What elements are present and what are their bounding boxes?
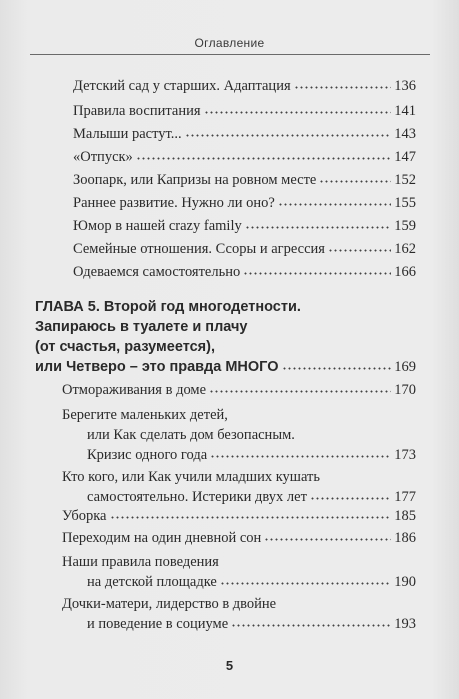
toc-entry xyxy=(62,552,416,592)
chapter-page: 169 xyxy=(394,359,416,375)
toc-entry-title: на детской площадке xyxy=(87,574,217,590)
toc-entry xyxy=(73,103,416,120)
chapter-title-line: (от счастья, разумеется), xyxy=(35,339,215,355)
toc-entry xyxy=(62,467,416,507)
leader-dots xyxy=(210,455,391,458)
chapter-heading xyxy=(35,297,416,377)
toc-entry xyxy=(73,126,416,143)
toc-entry-page: 177 xyxy=(394,489,416,505)
toc-entry-page: 186 xyxy=(394,530,416,546)
toc-entry-title: Малыши растут... xyxy=(73,126,182,142)
toc-entry-title: Отмораживания в доме xyxy=(62,382,207,398)
chapter-title-line: или Четверо – это правда МНОГО xyxy=(35,359,279,375)
toc-entry-title: Юмор в нашей crazy family xyxy=(73,218,242,234)
toc-entry-title: Зоопарк, или Капризы на ровном месте xyxy=(73,172,317,188)
toc-entry xyxy=(62,530,416,547)
toc-entry-page: 190 xyxy=(394,574,416,590)
leader-dots xyxy=(110,516,392,519)
toc-entry xyxy=(73,78,416,95)
toc-entry-title: Раннее развитие. Нужно ли оно? xyxy=(73,195,275,211)
toc-entry-title: Детский сад у старших. Адаптация xyxy=(73,78,291,94)
toc-entry-page: 185 xyxy=(394,508,416,524)
toc-entry xyxy=(73,218,416,235)
leader-dots xyxy=(294,86,392,89)
leader-dots xyxy=(328,249,391,252)
toc-entry-page: 155 xyxy=(394,195,416,211)
toc-entry-page: 162 xyxy=(394,241,416,257)
chapter-title-line: Запираюсь в туалете и плачу xyxy=(35,319,248,335)
toc-entry xyxy=(62,594,416,634)
running-header: Оглавление xyxy=(194,36,265,50)
toc-entry-page: 143 xyxy=(394,126,416,142)
toc-entry-title: Переходим на один дневной сон xyxy=(62,530,262,546)
leader-dots xyxy=(209,390,391,393)
toc-entry xyxy=(73,149,416,166)
toc-entry-title: Кризис одного года xyxy=(87,447,208,463)
toc-entry-title: Одеваемся самостоятельно xyxy=(73,264,241,280)
toc-entry-title: или Как сделать дом безопасным. xyxy=(87,427,295,443)
leader-dots xyxy=(243,272,391,275)
leader-dots xyxy=(310,497,391,500)
toc-entry xyxy=(73,264,416,281)
toc-entry xyxy=(62,382,416,399)
leader-dots xyxy=(185,134,392,137)
toc-entry-page: 152 xyxy=(394,172,416,188)
leader-dots xyxy=(282,367,392,370)
toc-entry-page: 166 xyxy=(394,264,416,280)
toc-entry-title: Берегите маленьких детей, xyxy=(62,407,228,423)
toc-entry xyxy=(62,405,416,465)
toc-entry-page: 136 xyxy=(394,78,416,94)
toc-entry-page: 170 xyxy=(394,382,416,398)
leader-dots xyxy=(245,226,392,229)
toc-entry-title: Дочки-матери, лидерство в двойне xyxy=(62,596,277,612)
toc-entry-title: Наши правила поведения xyxy=(62,554,219,570)
toc-entry-title: «Отпуск» xyxy=(73,149,133,165)
leader-dots xyxy=(278,203,391,206)
toc-entry-page: 193 xyxy=(394,616,416,632)
leader-dots xyxy=(204,111,392,114)
toc-entry-page: 141 xyxy=(394,103,416,119)
toc-entry-page: 147 xyxy=(394,149,416,165)
toc-entry-title: самостоятельно. Истерики двух лет xyxy=(87,489,307,505)
toc-entry-page: 159 xyxy=(394,218,416,234)
toc-entry-page: 173 xyxy=(394,447,416,463)
leader-dots xyxy=(231,624,391,627)
leader-dots xyxy=(264,538,391,541)
toc-entry-title: Правила воспитания xyxy=(73,103,201,119)
page-number: 5 xyxy=(225,658,234,673)
leader-dots xyxy=(220,582,391,585)
toc-entry-title: Кто кого, или Как учили младших кушать xyxy=(62,469,320,485)
toc-entry xyxy=(62,508,416,525)
leader-dots xyxy=(136,157,391,160)
toc-entry xyxy=(73,195,416,212)
toc-entry-title: и поведение в социуме xyxy=(87,616,229,632)
toc-entry-title: Семейные отношения. Ссоры и агрессия xyxy=(73,241,325,257)
toc-entry xyxy=(73,241,416,258)
chapter-title-line: ГЛАВА 5. Второй год многодетности. xyxy=(35,299,301,315)
leader-dots xyxy=(319,180,391,183)
toc-entry-title: Уборка xyxy=(62,508,107,524)
toc-entry xyxy=(73,172,416,189)
